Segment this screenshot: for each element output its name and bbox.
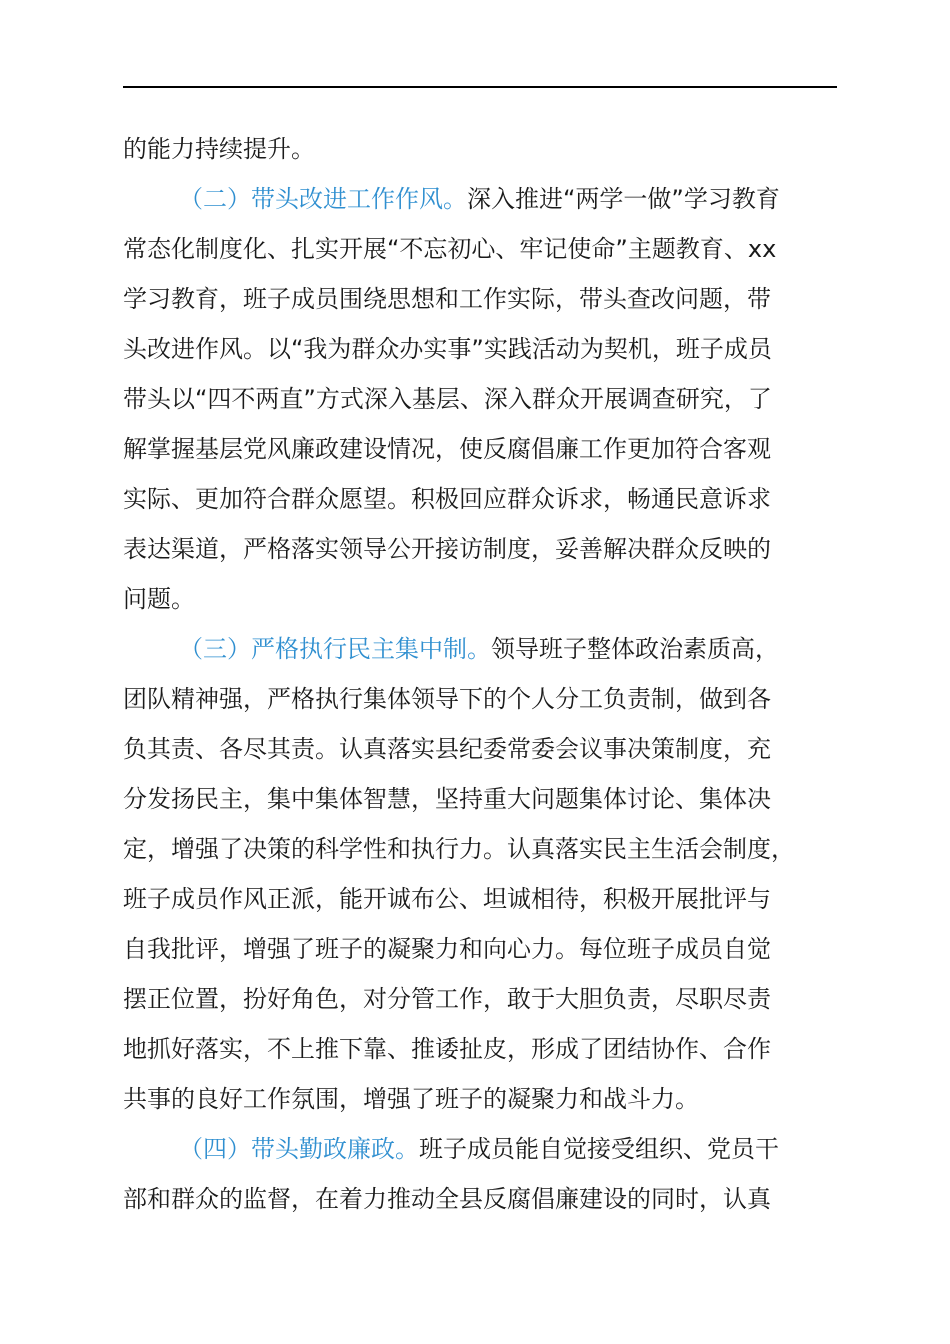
section-heading-line [123,624,837,674]
body-text: 常态化制度化、扎实开展“不忘初心、牢记使命”主题教育、xx [123,235,777,263]
document-body [123,124,837,1224]
body-text: 学习教育，班子成员围绕思想和工作实际，带头查改问题，带 [123,285,771,313]
body-line [123,124,837,174]
body-text: 实际、更加符合群众愿望。积极回应群众诉求，畅通民意诉求 [123,485,771,513]
body-line [123,274,837,324]
body-line [123,324,837,374]
body-text: 团队精神强，严格执行集体领导下的个人分工负责制，做到各 [123,685,771,713]
body-text: 自我批评，增强了班子的凝聚力和向心力。每位班子成员自觉 [123,935,771,963]
body-text: 班子成员作风正派，能开诚布公、坦诚相待，积极开展批评与 [123,885,771,913]
body-text: 负其责、各尽其责。认真落实县纪委常委会议事决策制度，充 [123,735,771,763]
body-text: 摆正位置，扮好角色，对分管工作，敢于大胆负责，尽职尽责 [123,985,771,1013]
body-line [123,974,837,1024]
body-text: 部和群众的监督，在着力推动全县反腐倡廉建设的同时，认真 [123,1185,771,1213]
section-heading-line [123,174,837,224]
body-text: 的能力持续提升。 [123,135,315,163]
body-line [123,774,837,824]
body-text: 深入推进“两学一做”学习教育 [467,185,780,213]
body-line [123,424,837,474]
body-line [123,1074,837,1124]
body-line [123,474,837,524]
body-line [123,224,837,274]
body-text: 表达渠道，严格落实领导公开接访制度，妥善解决群众反映的 [123,535,771,563]
body-text: 头改进作风。以“我为群众办实事”实践活动为契机，班子成员 [123,335,772,363]
body-line [123,374,837,424]
body-text: 解掌握基层党风廉政建设情况，使反腐倡廉工作更加符合客观 [123,435,771,463]
body-text: 带头以“四不两直”方式深入基层、深入群众开展调查研究，了 [123,385,772,413]
section-heading-4: （四）带头勤政廉政。 [179,1135,419,1163]
section-heading-2: （二）带头改进工作作风。 [179,185,467,213]
body-text: 分发扬民主，集中集体智慧，坚持重大问题集体讨论、集体决 [123,785,771,813]
section-heading-line [123,1124,837,1174]
body-text: 定，增强了决策的科学性和执行力。认真落实民主生活会制度， [123,835,795,863]
body-line [123,924,837,974]
body-line [123,724,837,774]
body-text: 班子成员能自觉接受组织、党员干 [419,1135,779,1163]
section-heading-3: （三）严格执行民主集中制。 [179,635,491,663]
body-text: 问题。 [123,585,195,613]
body-line [123,1024,837,1074]
body-line [123,874,837,924]
header-rule [123,86,837,88]
body-line [123,574,837,624]
body-line [123,674,837,724]
body-text: 共事的良好工作氛围，增强了班子的凝聚力和战斗力。 [123,1085,699,1113]
body-line [123,1174,837,1224]
body-text: 地抓好落实，不上推下靠、推诿扯皮，形成了团结协作、合作 [123,1035,771,1063]
body-text: 领导班子整体政治素质高， [491,635,779,663]
body-line [123,524,837,574]
body-line [123,824,837,874]
